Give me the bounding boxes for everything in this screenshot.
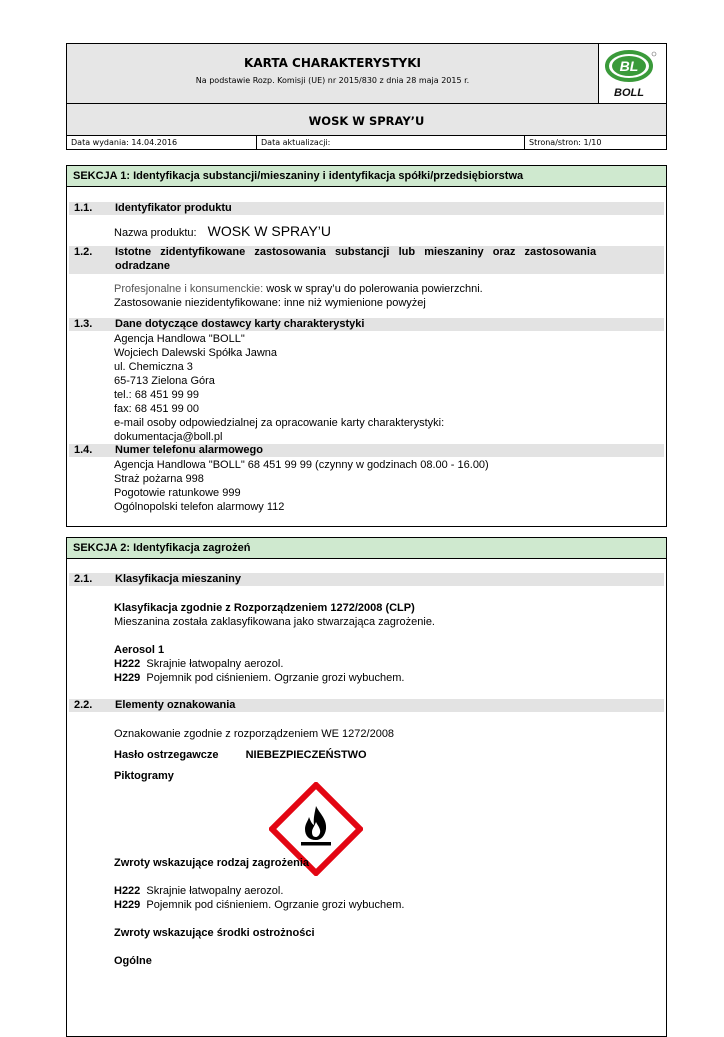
- identified-uses-line: [114, 282, 483, 296]
- general-label: Ogólne: [114, 955, 152, 967]
- supplier-line: fax: 68 451 99 00: [114, 403, 200, 415]
- emergency-line: Ogólnopolski telefon alarmowy 112: [114, 501, 285, 513]
- subsection-1-2-header: [69, 246, 664, 274]
- subsection-number: 1.1.: [74, 202, 93, 214]
- emergency-line: Pogotowie ratunkowe 999: [114, 487, 241, 499]
- subsection-1-3-header: [69, 318, 664, 331]
- hazard-text: Skrajnie łatwopalny aerozol.: [140, 885, 284, 897]
- section-1: [66, 165, 667, 527]
- supplier-email[interactable]: dokumentacja@boll.pl: [114, 431, 223, 443]
- emergency-line: Agencja Handlowa "BOLL" 68 451 99 99 (czynny w godzinach 08.00 - 16.00): [114, 459, 489, 471]
- logo-box: [599, 44, 666, 104]
- clp-classification-text: Mieszanina została zaklasyfikowana jako stwarzająca zagrożenie.: [114, 616, 435, 628]
- update-date: Data aktualizacji:: [257, 136, 525, 149]
- hazard-statement-h222: [114, 884, 283, 898]
- logo-text: BL: [619, 58, 639, 74]
- document-subtitle: Na podstawie Rozp. Komisji (UE) nr 2015/830 z dnia 28 maja 2015 r.: [195, 76, 470, 85]
- subsection-number: 1.2.: [74, 246, 93, 258]
- issue-date: Data wydania: 14.04.2016: [67, 136, 257, 149]
- aerosol-category: Aerosol 1: [114, 644, 165, 656]
- supplier-line: e-mail osoby odpowiedzialnej za opracowanie karty charakterystyki:: [114, 417, 445, 429]
- product-name-value: WOSK W SPRAY’U: [207, 223, 332, 239]
- identified-uses-value: wosk w spray’u do polerowania powierzchni.: [263, 283, 483, 295]
- header-title-box: [67, 44, 599, 104]
- hazard-text: Pojemnik pod ciśnieniem. Ogrzanie grozi wybuchem.: [140, 899, 405, 911]
- product-name-line: [114, 224, 331, 240]
- section-1-title: SEKCJA 1: Identyfikacja substancji/mieszaniny i identyfikacja spółki/przedsiębiorstwa: [67, 166, 666, 187]
- hazard-code: H229: [114, 899, 141, 911]
- subsection-title: Elementy oznakowania: [115, 699, 236, 711]
- signal-word: NIEBEZPIECZEŃSTWO: [245, 749, 367, 761]
- subsection-number: 1.4.: [74, 444, 93, 456]
- supplier-line: Wojciech Dalewski Spółka Jawna: [114, 347, 278, 359]
- page-number: Strona/stron: 1/10: [529, 138, 602, 147]
- hazard-statement-h229: [114, 671, 404, 685]
- subsection-title-line-2: odradzane: [115, 260, 171, 272]
- pictograms-label: Piktogramy: [114, 770, 174, 782]
- hazard-code: H222: [114, 658, 141, 670]
- signal-word-label: Hasło ostrzegawcze: [114, 749, 219, 761]
- subsection-title: Identyfikator produktu: [115, 202, 232, 214]
- hazard-text: Skrajnie łatwopalny aerozol.: [140, 658, 284, 670]
- labeling-regulation: Oznakowanie zgodnie z rozporządzeniem WE 1272/2008: [114, 728, 395, 740]
- identified-uses-label: Profesjonalne i konsumenckie:: [114, 283, 264, 295]
- subsection-2-1-header: [69, 573, 664, 586]
- section-2-title: SEKCJA 2: Identyfikacja zagrożeń: [67, 538, 666, 559]
- supplier-line: 65-713 Zielona Góra: [114, 375, 215, 387]
- subsection-2-2-header: [69, 699, 664, 712]
- supplier-line: tel.: 68 451 99 99: [114, 389, 200, 401]
- subsection-number: 2.2.: [74, 699, 93, 711]
- hazard-statement-h229: [114, 898, 404, 912]
- logo-brand: BOLL: [614, 87, 644, 99]
- subsection-title-line-1: Istotne zidentyfikowane zastosowania substancji lub mieszaniny oraz zastosowania: [115, 246, 597, 258]
- signal-word-line: [114, 748, 367, 762]
- supplier-line: ul. Chemiczna 3: [114, 361, 193, 373]
- emergency-line: Straż pożarna 998: [114, 473, 204, 485]
- supplier-line: Agencja Handlowa "BOLL": [114, 333, 245, 345]
- hazard-code: H222: [114, 885, 141, 897]
- section-2: [66, 537, 667, 1037]
- hazard-text: Pojemnik pod ciśnieniem. Ogrzanie grozi wybuchem.: [140, 672, 405, 684]
- header-product-name: WOSK W SPRAY’U: [67, 104, 666, 136]
- uses-advised-against: Zastosowanie niezidentyfikowane: inne niż wymienione powyżej: [114, 297, 426, 309]
- subsection-title: Numer telefonu alarmowego: [115, 444, 263, 456]
- boll-logo: [599, 44, 666, 104]
- precautionary-statements-title: Zwroty wskazujące środki ostrożności: [114, 927, 315, 939]
- clp-classification-title: Klasyfikacja zgodnie z Rozporządzeniem 1272/2008 (CLP): [114, 602, 415, 614]
- subsection-title: Klasyfikacja mieszaniny: [115, 573, 241, 585]
- document-title: KARTA CHARAKTERYSTYKI: [244, 56, 421, 70]
- product-name-label: Nazwa produktu:: [114, 227, 197, 239]
- subsection-1-1-header: [69, 202, 664, 215]
- subsection-1-4-header: [69, 444, 664, 457]
- hazard-statement-h222: [114, 657, 283, 671]
- hazard-statements-title: Zwroty wskazujące rodzaj zagrożenia: [114, 857, 310, 869]
- document-header: [66, 43, 667, 150]
- subsection-title: Dane dotyczące dostawcy karty charakterystyki: [115, 318, 365, 330]
- subsection-number: 1.3.: [74, 318, 93, 330]
- subsection-number: 2.1.: [74, 573, 93, 585]
- hazard-code: H229: [114, 672, 141, 684]
